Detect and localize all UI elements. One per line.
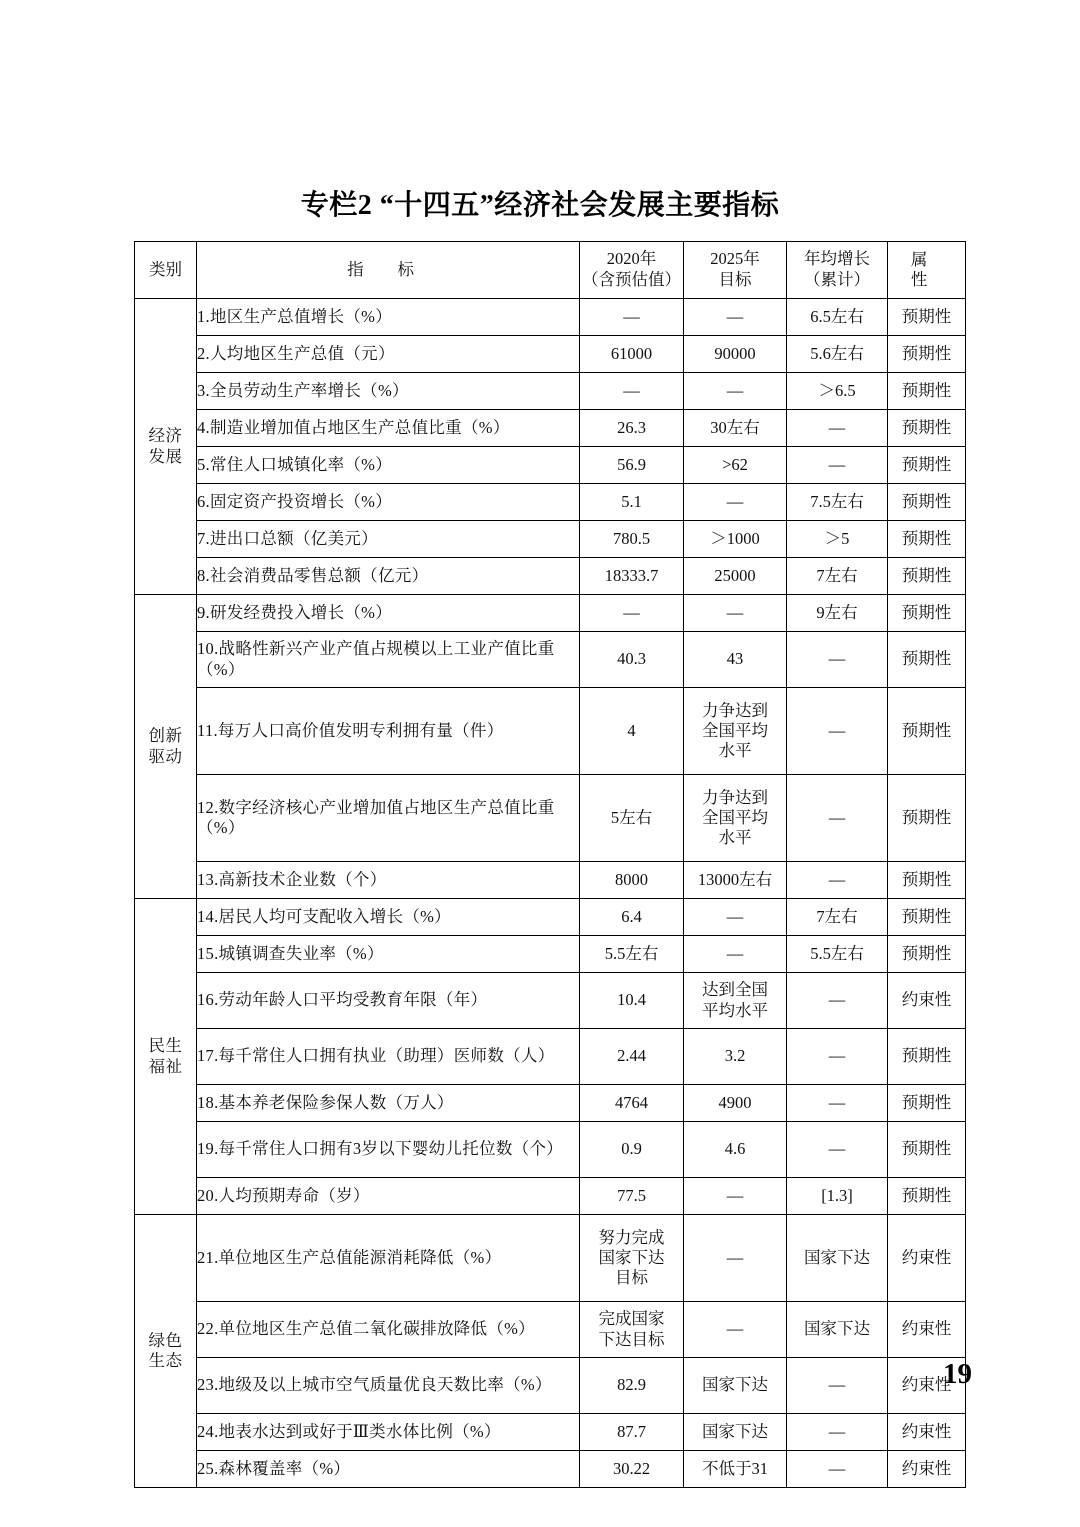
table-header-row: [135, 242, 966, 299]
category-label-line: 民生: [148, 1036, 183, 1056]
growth-cell: ＞6.5: [787, 373, 888, 410]
attribute-cell: 预期性: [888, 373, 966, 410]
value-2025-cell: 3.2: [684, 1029, 787, 1085]
indicator-cell: 15.城镇调查失业率（%）: [197, 936, 580, 973]
value-2020-cell: 56.9: [580, 447, 684, 484]
growth-cell: 5.5左右: [787, 936, 888, 973]
attribute-cell: 预期性: [888, 521, 966, 558]
value-2025-cell: —: [684, 1178, 787, 1215]
growth-cell: 9左右: [787, 595, 888, 632]
cell-line: 水平: [718, 741, 752, 761]
table-row: [135, 336, 966, 373]
indicator-cell: 20.人均预期寿命（岁）: [197, 1178, 580, 1215]
indicator-cell: 21.单位地区生产总值能源消耗降低（%）: [197, 1215, 580, 1302]
category-label-line: 生态: [148, 1351, 183, 1370]
table-row: [135, 1085, 966, 1122]
value-2020-cell: 5.1: [580, 484, 684, 521]
table-row: [135, 299, 966, 336]
growth-cell: ＞5: [787, 521, 888, 558]
cell-line: 力争达到: [702, 787, 768, 807]
attribute-cell: 预期性: [888, 688, 966, 775]
column-header-growth-line1: 年均增长: [804, 249, 870, 269]
table-row: [135, 1414, 966, 1451]
indicators-table: [134, 241, 966, 1488]
value-2025-cell: —: [684, 1302, 787, 1358]
cell-line: 国家下达: [598, 1247, 665, 1267]
growth-cell: 国家下达: [787, 1302, 888, 1358]
table-row: [135, 688, 966, 775]
attribute-cell: 预期性: [888, 899, 966, 936]
table-row: [135, 1029, 966, 1085]
growth-cell: 国家下达: [787, 1215, 888, 1302]
value-2020-cell: —: [580, 299, 684, 336]
value-2025-cell: —: [684, 936, 787, 973]
value-2025-cell: 30左右: [684, 410, 787, 447]
value-2025-cell: —: [684, 1215, 787, 1302]
growth-cell: 7左右: [787, 558, 888, 595]
value-2025-cell: 25000: [684, 558, 787, 595]
attribute-cell: 约束性: [888, 1414, 966, 1451]
column-header-2025-line1: 2025年: [710, 249, 760, 269]
indicator-cell: 18.基本养老保险参保人数（万人）: [197, 1085, 580, 1122]
growth-cell: —: [787, 1414, 888, 1451]
value-2020-cell: 87.7: [580, 1414, 684, 1451]
column-header-growth: [787, 242, 888, 299]
indicators-table-container: [134, 241, 952, 1488]
table-row: [135, 899, 966, 936]
cell-line: 全国平均: [702, 807, 768, 827]
indicator-cell: 12.数字经济核心产业增加值占地区生产总值比重（%）: [197, 775, 580, 862]
cell-line: 完成国家: [598, 1309, 665, 1329]
value-2020-cell: —: [580, 373, 684, 410]
attribute-cell: 预期性: [888, 447, 966, 484]
growth-cell: —: [787, 410, 888, 447]
indicator-cell: 1.地区生产总值增长（%）: [197, 299, 580, 336]
indicator-cell: 24.地表水达到或好于Ⅲ类水体比例（%）: [197, 1414, 580, 1451]
cell-line: 全国平均: [702, 720, 768, 740]
value-2025-cell: [684, 973, 787, 1029]
indicator-cell: 3.全员劳动生产率增长（%）: [197, 373, 580, 410]
value-2020-cell: 26.3: [580, 410, 684, 447]
value-2025-cell: —: [684, 373, 787, 410]
attribute-cell: 预期性: [888, 862, 966, 899]
indicator-cell: 8.社会消费品零售总额（亿元）: [197, 558, 580, 595]
column-header-category: 类别: [135, 242, 197, 299]
category-cell: [135, 299, 197, 595]
page-number: 19: [943, 1358, 972, 1390]
attribute-cell: 预期性: [888, 775, 966, 862]
attribute-cell: 预期性: [888, 595, 966, 632]
indicator-cell: 11.每万人口高价值发明专利拥有量（件）: [197, 688, 580, 775]
value-2020-cell: 77.5: [580, 1178, 684, 1215]
cell-line: 下达目标: [598, 1329, 665, 1349]
table-row: [135, 1451, 966, 1488]
value-2025-cell: —: [684, 595, 787, 632]
growth-cell: —: [787, 973, 888, 1029]
category-label-line: 驱动: [148, 746, 183, 766]
value-2020-cell: [580, 1215, 684, 1302]
value-2020-cell: 4: [580, 688, 684, 775]
table-row: [135, 595, 966, 632]
table-row: [135, 484, 966, 521]
value-2025-cell: 90000: [684, 336, 787, 373]
attribute-cell: 约束性: [888, 1451, 966, 1488]
attribute-cell: 预期性: [888, 299, 966, 336]
value-2020-cell: 0.9: [580, 1122, 684, 1178]
attribute-cell: 预期性: [888, 1122, 966, 1178]
category-cell: [135, 1215, 197, 1488]
table-row: [135, 1358, 966, 1414]
category-label-line: 绿色: [148, 1330, 183, 1350]
table-row: [135, 447, 966, 484]
column-header-attribute: 属 性: [888, 242, 966, 299]
value-2025-cell: >62: [684, 447, 787, 484]
table-row: [135, 373, 966, 410]
table-row: [135, 1178, 966, 1215]
indicator-cell: 6.固定资产投资增长（%）: [197, 484, 580, 521]
value-2020-cell: —: [580, 595, 684, 632]
column-header-growth-line2: （累计）: [804, 270, 870, 289]
value-2020-cell: 780.5: [580, 521, 684, 558]
attribute-cell: 预期性: [888, 484, 966, 521]
column-header-indicator: 指 标: [197, 242, 580, 299]
value-2020-cell: 8000: [580, 862, 684, 899]
indicator-cell: 5.常住人口城镇化率（%）: [197, 447, 580, 484]
table-row: [135, 410, 966, 447]
value-2020-cell: 30.22: [580, 1451, 684, 1488]
value-2025-cell: —: [684, 299, 787, 336]
attribute-cell: 预期性: [888, 336, 966, 373]
column-header-2025: [684, 242, 787, 299]
growth-cell: —: [787, 688, 888, 775]
indicator-cell: 16.劳动年龄人口平均受教育年限（年）: [197, 973, 580, 1029]
attribute-cell: 预期性: [888, 632, 966, 688]
indicator-cell: 19.每千常住人口拥有3岁以下婴幼儿托位数（个）: [197, 1122, 580, 1178]
cell-line: 达到全国: [702, 980, 768, 1000]
value-2020-cell: 4764: [580, 1085, 684, 1122]
category-label-line: 福祉: [148, 1056, 183, 1076]
table-row: [135, 558, 966, 595]
attribute-cell: 预期性: [888, 558, 966, 595]
column-header-2020: [580, 242, 684, 299]
value-2025-cell: —: [684, 899, 787, 936]
value-2020-cell: 40.3: [580, 632, 684, 688]
value-2020-cell: 10.4: [580, 973, 684, 1029]
category-cell: [135, 595, 197, 899]
category-label-line: 发展: [148, 446, 183, 466]
indicator-cell: 9.研发经费投入增长（%）: [197, 595, 580, 632]
value-2020-cell: 5左右: [580, 775, 684, 862]
value-2025-cell: 4.6: [684, 1122, 787, 1178]
attribute-cell: 预期性: [888, 1085, 966, 1122]
growth-cell: —: [787, 1358, 888, 1414]
value-2025-cell: —: [684, 484, 787, 521]
indicator-cell: 4.制造业增加值占地区生产总值比重（%）: [197, 410, 580, 447]
attribute-cell: 约束性: [888, 1215, 966, 1302]
page-title: 专栏2 “十四五”经济社会发展主要指标: [300, 190, 780, 221]
growth-cell: —: [787, 1085, 888, 1122]
value-2020-cell: 18333.7: [580, 558, 684, 595]
table-row: [135, 775, 966, 862]
column-header-2020-line1: 2020年: [606, 249, 657, 269]
indicator-cell: 10.战略性新兴产业产值占规模以上工业产值比重（%）: [197, 632, 580, 688]
value-2020-cell: 61000: [580, 336, 684, 373]
table-row: [135, 1215, 966, 1302]
value-2025-cell: 国家下达: [684, 1414, 787, 1451]
cell-line: 平均水平: [702, 1000, 768, 1020]
indicator-cell: 7.进出口总额（亿美元）: [197, 521, 580, 558]
value-2025-cell: 4900: [684, 1085, 787, 1122]
indicator-cell: 17.每千常住人口拥有执业（助理）医师数（人）: [197, 1029, 580, 1085]
indicator-cell: 14.居民人均可支配收入增长（%）: [197, 899, 580, 936]
growth-cell: —: [787, 1029, 888, 1085]
table-body: [135, 299, 966, 1488]
value-2020-cell: 6.4: [580, 899, 684, 936]
table-row: [135, 1122, 966, 1178]
value-2020-cell: 82.9: [580, 1358, 684, 1414]
growth-cell: 7左右: [787, 899, 888, 936]
attribute-cell: 预期性: [888, 1029, 966, 1085]
table-row: [135, 1302, 966, 1358]
table-row: [135, 862, 966, 899]
category-label-line: 经济: [148, 426, 183, 446]
indicator-cell: 22.单位地区生产总值二氧化碳排放降低（%）: [197, 1302, 580, 1358]
cell-line: 目标: [615, 1268, 648, 1288]
growth-cell: 5.6左右: [787, 336, 888, 373]
category-label-line: 创新: [148, 726, 183, 746]
table-row: [135, 521, 966, 558]
indicator-cell: 23.地级及以上城市空气质量优良天数比率（%）: [197, 1358, 580, 1414]
growth-cell: —: [787, 775, 888, 862]
growth-cell: —: [787, 862, 888, 899]
attribute-cell: 预期性: [888, 936, 966, 973]
table-row: [135, 973, 966, 1029]
value-2025-cell: [684, 688, 787, 775]
growth-cell: —: [787, 1122, 888, 1178]
value-2025-cell: 13000左右: [684, 862, 787, 899]
cell-line: 水平: [718, 828, 752, 848]
value-2025-cell: 不低于31: [684, 1451, 787, 1488]
value-2025-cell: 国家下达: [684, 1358, 787, 1414]
growth-cell: [1.3]: [787, 1178, 888, 1215]
column-header-2020-line2: （含预估值）: [582, 270, 681, 289]
growth-cell: —: [787, 632, 888, 688]
indicator-cell: 2.人均地区生产总值（元）: [197, 336, 580, 373]
attribute-cell: 预期性: [888, 410, 966, 447]
growth-cell: —: [787, 1451, 888, 1488]
growth-cell: 7.5左右: [787, 484, 888, 521]
attribute-cell: 预期性: [888, 1178, 966, 1215]
value-2025-cell: ＞1000: [684, 521, 787, 558]
growth-cell: —: [787, 447, 888, 484]
value-2020-cell: 2.44: [580, 1029, 684, 1085]
value-2020-cell: 5.5左右: [580, 936, 684, 973]
table-row: [135, 936, 966, 973]
value-2025-cell: [684, 775, 787, 862]
indicator-cell: 13.高新技术企业数（个）: [197, 862, 580, 899]
value-2020-cell: [580, 1302, 684, 1358]
cell-line: 努力完成: [598, 1227, 665, 1247]
column-header-2025-line2: 目标: [718, 270, 752, 289]
cell-line: 力争达到: [702, 700, 768, 720]
value-2025-cell: 43: [684, 632, 787, 688]
attribute-cell: 约束性: [888, 1302, 966, 1358]
attribute-cell: 约束性: [888, 1358, 966, 1414]
indicator-cell: 25.森林覆盖率（%）: [197, 1451, 580, 1488]
growth-cell: 6.5左右: [787, 299, 888, 336]
category-cell: [135, 899, 197, 1215]
table-row: [135, 632, 966, 688]
table-header: [135, 242, 966, 299]
attribute-cell: 约束性: [888, 973, 966, 1029]
